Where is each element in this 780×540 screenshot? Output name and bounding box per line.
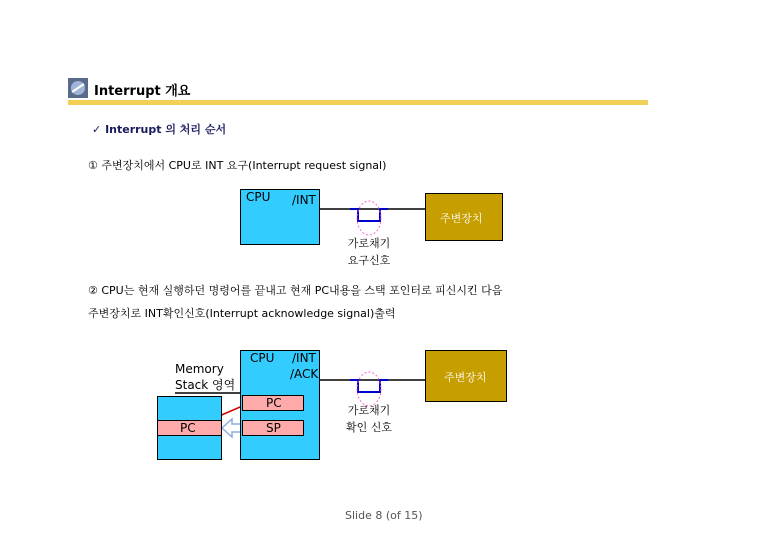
check-icon: ✓ [92,123,102,136]
memory-pc-label: PC [180,421,196,435]
step2-device-label: 주변장치 [444,371,487,384]
step1-caption: 가로채기 요구신호 [347,237,391,267]
step1-device-label: 주변장치 [440,212,483,225]
step2-text-line2: 주변장치로 INT확인신호(Interrupt acknowledge signal)출력 [88,307,396,320]
slide-number: Slide 8 (of 15) [345,509,423,522]
step1-text: ① 주변장치에서 CPU로 INT 요구(Interrupt request signal) [88,159,387,172]
memory-label: Memory Stack 영역 [175,362,236,392]
step2-int-label: /INT [292,351,316,365]
subtitle-text: Interrupt 의 처리 순서 [105,123,227,136]
step2-pulse [350,380,388,392]
step1-pulse [350,209,388,221]
cpu-sp-label: SP [266,421,281,435]
page-title: Interrupt 개요 [94,84,191,99]
step2-pulse-highlight [357,372,381,406]
step2-text-line1: ② CPU는 현재 실행하던 명령어를 끝내고 현재 PC내용을 스택 포인터로 피신시킨 다음 [88,284,503,297]
step2-ack-label: /ACK [290,367,319,381]
step2-cpu-label: CPU [250,351,275,365]
cpu-pc-label: PC [266,396,282,410]
step1-pulse-highlight [357,201,381,235]
step1-cpu-label: CPU [246,190,271,204]
step2-caption: 가로채기 확인 신호 [345,404,392,434]
step1-int-label: /INT [292,193,316,207]
